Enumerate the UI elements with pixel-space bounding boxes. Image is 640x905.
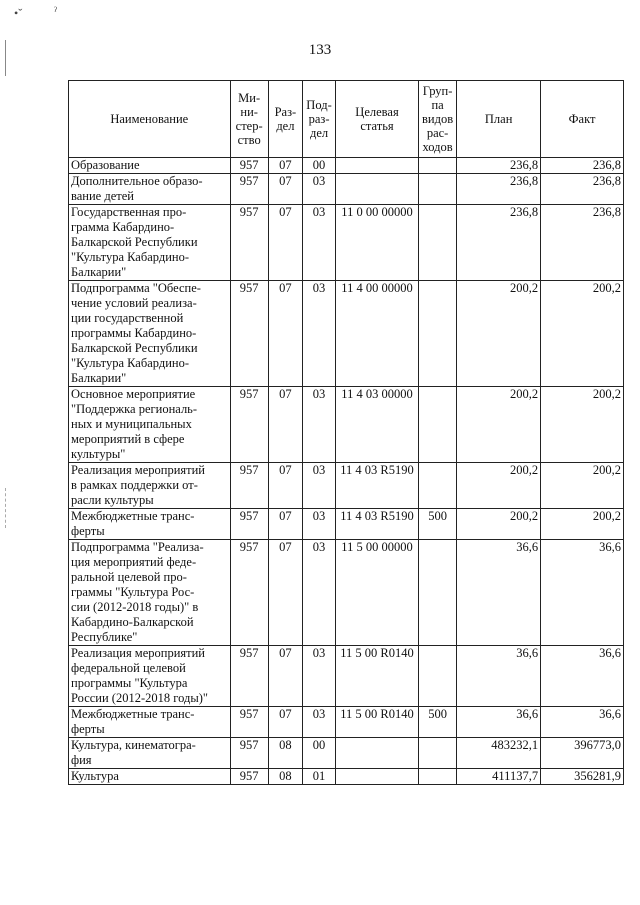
cell-ministry: 957 (230, 463, 268, 509)
cell-razdel: 07 (268, 174, 302, 205)
cell-vr-group (418, 738, 456, 769)
cell-ministry: 957 (230, 646, 268, 707)
cell-razdel: 07 (268, 540, 302, 646)
cell-fakt: 36,6 (541, 540, 624, 646)
table-row (69, 387, 624, 463)
cell-name: Дополнительное образо- вание детей (69, 174, 231, 205)
table-row (69, 205, 624, 281)
header-fakt: Факт (541, 81, 624, 158)
cell-podrazdel: 03 (302, 174, 335, 205)
header-ministry: Ми- ни- стер- ство (230, 81, 268, 158)
cell-vr-group: 500 (418, 707, 456, 738)
cell-target (336, 158, 419, 174)
cell-name: Межбюджетные транс- ферты (69, 707, 231, 738)
table-row (69, 509, 624, 540)
cell-plan: 483232,1 (457, 738, 541, 769)
cell-plan: 36,6 (457, 707, 541, 738)
cell-name: Государственная про- грамма Кабардино- Балкарской Республики "Культура Кабардино- Балкарии" (69, 205, 231, 281)
cell-vr-group (418, 205, 456, 281)
cell-razdel: 07 (268, 281, 302, 387)
table-row (69, 707, 624, 738)
cell-ministry: 957 (230, 509, 268, 540)
table-row (69, 646, 624, 707)
cell-podrazdel: 00 (302, 738, 335, 769)
cell-name: Реализация мероприятий федеральной целевой программы "Культура России (2012-2018 годы)" (69, 646, 231, 707)
cell-razdel: 07 (268, 158, 302, 174)
cell-plan: 200,2 (457, 281, 541, 387)
cell-target: 11 4 03 00000 (336, 387, 419, 463)
cell-plan: 411137,7 (457, 769, 541, 785)
cell-target: 11 4 03 R5190 (336, 463, 419, 509)
cell-razdel: 07 (268, 509, 302, 540)
cell-podrazdel: 03 (302, 205, 335, 281)
cell-razdel: 08 (268, 769, 302, 785)
cell-fakt: 36,6 (541, 707, 624, 738)
cell-name: Реализация мероприятий в рамках поддержки от- расли культуры (69, 463, 231, 509)
page-number: 133 (308, 42, 332, 58)
cell-podrazdel: 00 (302, 158, 335, 174)
cell-target: 11 5 00 R0140 (336, 646, 419, 707)
cell-vr-group (418, 174, 456, 205)
cell-plan: 236,8 (457, 158, 541, 174)
cell-name: Подпрограмма "Реализа- ция мероприятий феде- ральной целевой про- граммы "Культура Рос- сии (2012-2018 годы)" в Кабардино-Балкарской Республике" (69, 540, 231, 646)
cell-vr-group (418, 646, 456, 707)
header-target: Целевая статья (336, 81, 419, 158)
table-body (69, 158, 624, 785)
cell-podrazdel: 03 (302, 509, 335, 540)
cell-ministry: 957 (230, 387, 268, 463)
cell-ministry: 957 (230, 738, 268, 769)
cell-ministry: 957 (230, 769, 268, 785)
table-header-row (69, 81, 624, 158)
scan-margin-line (5, 488, 6, 528)
cell-plan: 236,8 (457, 205, 541, 281)
cell-vr-group (418, 769, 456, 785)
cell-target (336, 174, 419, 205)
cell-target: 11 5 00 00000 (336, 540, 419, 646)
cell-fakt: 200,2 (541, 387, 624, 463)
cell-podrazdel: 03 (302, 707, 335, 738)
header-podrazdel: Под- раз- дел (302, 81, 335, 158)
cell-ministry: 957 (230, 205, 268, 281)
cell-ministry: 957 (230, 281, 268, 387)
cell-name: Межбюджетные транс- ферты (69, 509, 231, 540)
cell-target (336, 769, 419, 785)
cell-plan: 200,2 (457, 387, 541, 463)
table-row (69, 769, 624, 785)
cell-razdel: 08 (268, 738, 302, 769)
cell-fakt: 200,2 (541, 463, 624, 509)
cell-name: Культура, кинематогра- фия (69, 738, 231, 769)
cell-vr-group (418, 540, 456, 646)
header-razdel: Раз- дел (268, 81, 302, 158)
cell-razdel: 07 (268, 205, 302, 281)
cell-fakt: 396773,0 (541, 738, 624, 769)
cell-vr-group: 500 (418, 509, 456, 540)
cell-target (336, 738, 419, 769)
cell-ministry: 957 (230, 540, 268, 646)
cell-name: Культура (69, 769, 231, 785)
cell-plan: 200,2 (457, 509, 541, 540)
table-row (69, 463, 624, 509)
table-row (69, 540, 624, 646)
cell-target: 11 0 00 00000 (336, 205, 419, 281)
cell-fakt: 236,8 (541, 158, 624, 174)
cell-razdel: 07 (268, 463, 302, 509)
header-plan: План (457, 81, 541, 158)
table-row (69, 281, 624, 387)
cell-vr-group (418, 463, 456, 509)
cell-name: Подпрограмма "Обеспе- чение условий реализа- ции государственной программы Кабардино- Балкарской Республики "Культура Кабардино- Балкарии" (69, 281, 231, 387)
scan-mark: •ˇ (14, 6, 23, 20)
cell-podrazdel: 03 (302, 540, 335, 646)
table-row (69, 174, 624, 205)
cell-target: 11 5 00 R0140 (336, 707, 419, 738)
table-row (69, 738, 624, 769)
cell-podrazdel: 03 (302, 463, 335, 509)
cell-name: Образование (69, 158, 231, 174)
cell-podrazdel: 03 (302, 281, 335, 387)
cell-razdel: 07 (268, 707, 302, 738)
cell-vr-group (418, 158, 456, 174)
budget-table (68, 80, 624, 785)
scan-mark: ˀ (54, 4, 57, 18)
cell-plan: 200,2 (457, 463, 541, 509)
cell-vr-group (418, 387, 456, 463)
cell-podrazdel: 03 (302, 387, 335, 463)
cell-razdel: 07 (268, 646, 302, 707)
cell-fakt: 200,2 (541, 509, 624, 540)
header-vr-group: Груп- па видов рас- ходов (418, 81, 456, 158)
cell-podrazdel: 01 (302, 769, 335, 785)
cell-fakt: 200,2 (541, 281, 624, 387)
cell-ministry: 957 (230, 174, 268, 205)
cell-fakt: 356281,9 (541, 769, 624, 785)
cell-razdel: 07 (268, 387, 302, 463)
cell-podrazdel: 03 (302, 646, 335, 707)
cell-plan: 36,6 (457, 646, 541, 707)
header-name: Наименование (69, 81, 231, 158)
cell-plan: 236,8 (457, 174, 541, 205)
cell-vr-group (418, 281, 456, 387)
cell-target: 11 4 00 00000 (336, 281, 419, 387)
cell-name: Основное мероприятие "Поддержка региональ- ных и муниципальных мероприятий в сфере культуры" (69, 387, 231, 463)
cell-target: 11 4 03 R5190 (336, 509, 419, 540)
cell-plan: 36,6 (457, 540, 541, 646)
cell-fakt: 36,6 (541, 646, 624, 707)
cell-ministry: 957 (230, 158, 268, 174)
table-row (69, 158, 624, 174)
cell-fakt: 236,8 (541, 205, 624, 281)
cell-fakt: 236,8 (541, 174, 624, 205)
cell-ministry: 957 (230, 707, 268, 738)
